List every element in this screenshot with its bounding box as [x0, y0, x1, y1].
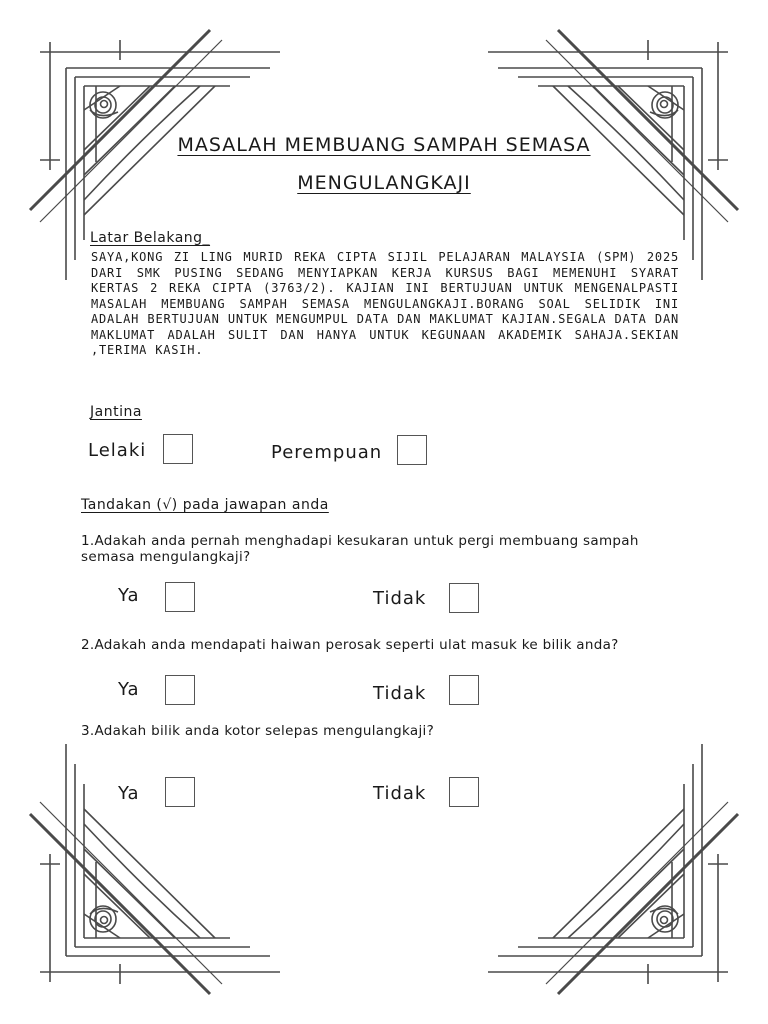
- background-heading: Latar Belakang_: [90, 230, 211, 246]
- question-1-text: 1.Adakah anda pernah menghadapi kesukaran untuk pergi membuang sampah semasa mengulangkaji?: [81, 533, 639, 565]
- female-checkbox[interactable]: [397, 435, 427, 465]
- male-label: Lelaki: [88, 440, 147, 461]
- question-2-no-label: Tidak: [373, 683, 427, 704]
- question-1-yes-label: Ya: [118, 585, 140, 606]
- question-1-no-label: Tidak: [373, 588, 427, 609]
- instruction-text: Tandakan (√) pada jawapan anda: [81, 497, 329, 513]
- question-3-no-checkbox[interactable]: [449, 777, 479, 807]
- gender-heading: Jantina: [90, 404, 142, 420]
- question-1-yes-checkbox[interactable]: [165, 582, 195, 612]
- question-3-text: 3.Adakah bilik anda kotor selepas mengulangkaji?: [81, 723, 435, 739]
- question-1-no-checkbox[interactable]: [449, 583, 479, 613]
- page-title-line1: MASALAH MEMBUANG SAMPAH SEMASA: [177, 134, 591, 156]
- background-text: SAYA,KONG ZI LING MURID REKA CIPTA SIJIL PELAJARAN MALAYSIA (SPM) 2025 DARI SMK PUSING SEDANG MENYIAPKAN KERJA KURSUS BAGI MEMENUHI SYARAT KERTAS 2 REKA CIPTA (3763/2). KAJIAN INI BERTUJUAN UNTUK MENGENALPASTI MASALAH MEMBUANG SAMPAH SEMASA MENGULANGKAJI.BORANG SOAL SELIDIK INI ADALAH BERTUJUAN UNTUK MENGUMPUL DATA DAN MAKLUMAT KAJIAN.SEGALA DATA DAN MAKLUMAT ADALAH SULIT DAN HANYA UNTUK KEGUNAAN AKADEMIK SAHAJA.SEKIAN ,TERIMA KASIH.: [91, 250, 679, 357]
- question-2-no-checkbox[interactable]: [449, 675, 479, 705]
- question-3-yes-label: Ya: [118, 783, 140, 804]
- page-title-line2: MENGULANGKAJI: [297, 172, 471, 194]
- question-2-yes-checkbox[interactable]: [165, 675, 195, 705]
- question-2-yes-label: Ya: [118, 679, 140, 700]
- female-label: Perempuan: [271, 442, 383, 463]
- question-2-text: 2.Adakah anda mendapati haiwan perosak seperti ulat masuk ke bilik anda?: [81, 637, 619, 653]
- question-3-yes-checkbox[interactable]: [165, 777, 195, 807]
- male-checkbox[interactable]: [163, 434, 193, 464]
- question-3-no-label: Tidak: [373, 783, 427, 804]
